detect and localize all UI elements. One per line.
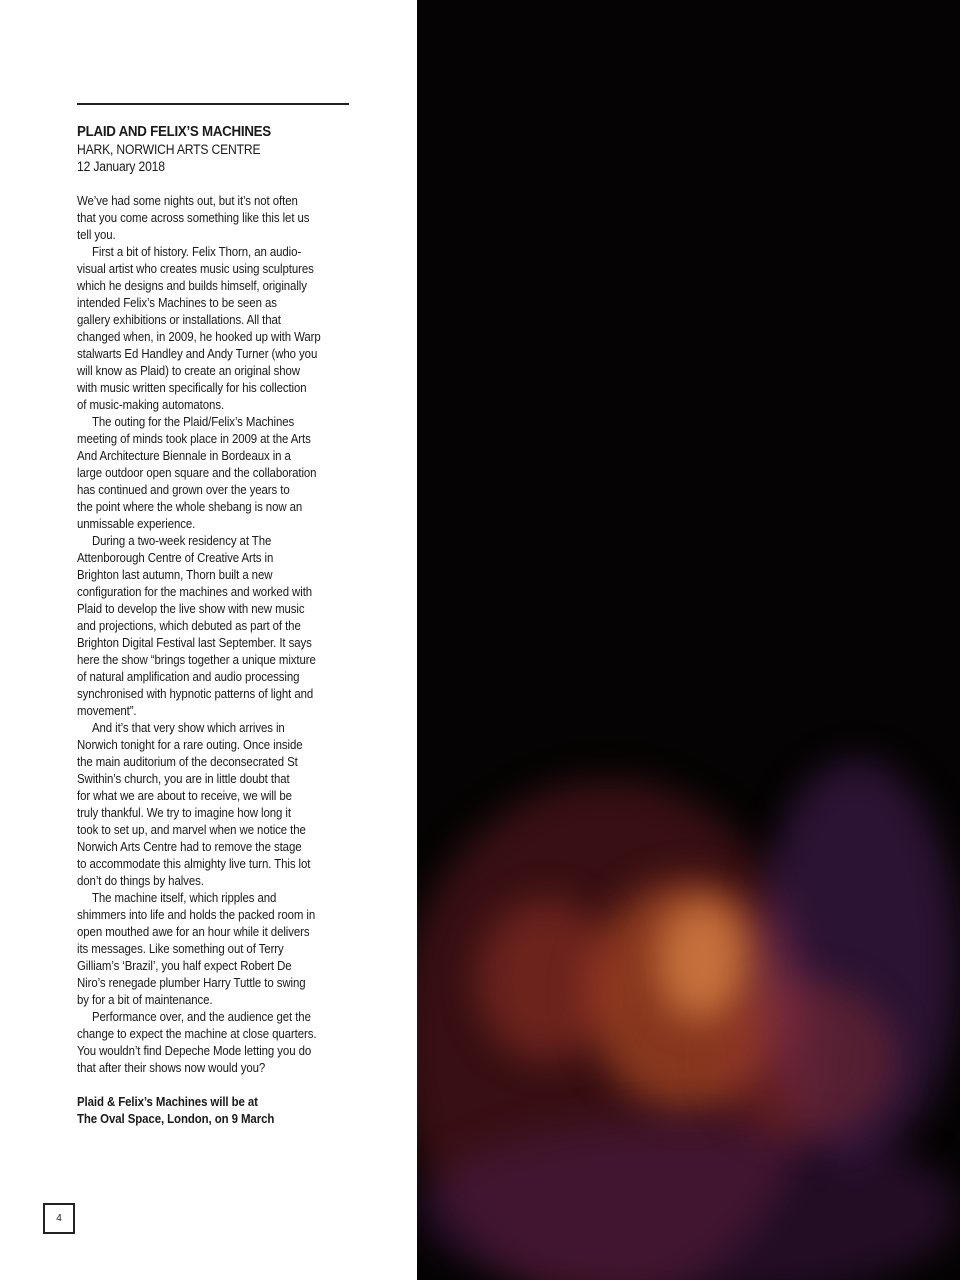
concert-audience-photo	[417, 0, 960, 1280]
body-text-line: We’ve had some nights out, but it’s not often	[77, 193, 298, 208]
body-text-line: to accommodate this almighty live turn. This lot	[77, 856, 311, 871]
body-text-line: Brighton last autumn, Thorn built a new	[77, 567, 273, 582]
body-text-line: And Architecture Biennale in Bordeaux in a	[77, 448, 291, 463]
body-text-line: stalwarts Ed Handley and Andy Turner (who you	[77, 346, 318, 361]
body-text-line: with music written specifically for his collection	[77, 380, 307, 395]
body-text-line: tell you.	[77, 227, 116, 242]
body-text-line: which he designs and builds himself, originally	[77, 278, 307, 293]
body-text-line: visual artist who creates music using sculptures	[77, 261, 314, 276]
body-text-line: large outdoor open square and the collaboration	[77, 465, 317, 480]
article-title: PLAID AND FELIX’S MACHINES	[77, 124, 271, 140]
article-venue: HARK, NORWICH ARTS CENTRE	[77, 142, 261, 157]
body-text-line: and projections, which debuted as part of the	[77, 618, 301, 633]
header-rule	[77, 103, 349, 105]
body-text-line: You wouldn’t find Depeche Mode letting you do	[77, 1043, 312, 1058]
body-text-line: Attenborough Centre of Creative Arts in	[77, 550, 274, 565]
body-text-line: Gilliam’s ‘Brazil’, you half expect Robert De	[77, 958, 292, 973]
article-date: 12 January 2018	[77, 159, 165, 174]
body-text-line: don’t do things by halves.	[77, 873, 204, 888]
body-text-line: truly thankful. We try to imagine how long it	[77, 805, 291, 820]
body-text-line: unmissable experience.	[77, 516, 196, 531]
body-text-line: open mouthed awe for an hour while it delivers	[77, 924, 310, 939]
body-text-line: intended Felix’s Machines to be seen as	[77, 295, 277, 310]
body-text-line: synchronised with hypnotic patterns of light and	[77, 686, 314, 701]
body-text-line: The machine itself, which ripples and	[91, 890, 277, 905]
body-text-line: change to expect the machine at close quarters.	[77, 1026, 317, 1041]
body-text-line: the point where the whole shebang is now an	[77, 499, 303, 514]
footer-text-line: The Oval Space, London, on 9 March	[77, 1111, 275, 1126]
body-text-line: the main auditorium of the deconsecrated St	[77, 754, 298, 769]
body-text-line: Brighton Digital Festival last September. It says	[77, 635, 312, 650]
body-text-line: that you come across something like this let us	[77, 210, 310, 225]
body-text-line: First a bit of history. Felix Thorn, an audio-	[91, 244, 302, 259]
article-body	[77, 192, 367, 1076]
body-text-line: Swithin’s church, you are in little doubt that	[77, 771, 290, 786]
body-text-line: movement”.	[77, 703, 137, 718]
body-text-line: has continued and grown over the years to	[77, 482, 290, 497]
body-text-line: of music-making automatons.	[77, 397, 225, 412]
body-text-line: its messages. Like something out of Terry	[77, 941, 284, 956]
body-text-line: will know as Plaid) to create an original show	[77, 363, 300, 378]
body-text-line: shimmers into life and holds the packed room in	[77, 907, 316, 922]
body-text-line: of natural amplification and audio processing	[77, 669, 300, 684]
body-text-line: Norwich Arts Centre had to remove the stage	[77, 839, 302, 854]
article-footer	[77, 1093, 367, 1127]
body-text-line: changed when, in 2009, he hooked up with Warp	[77, 329, 321, 344]
body-text-line: for what we are about to receive, we will be	[77, 788, 292, 803]
body-text-line: here the show “brings together a unique mixture	[77, 652, 316, 667]
article-column	[77, 124, 367, 1127]
body-text-line: that after their shows now would you?	[77, 1060, 266, 1075]
body-text-line: by for a bit of maintenance.	[77, 992, 213, 1007]
page-number: 4	[43, 1203, 75, 1234]
body-text-line: Niro’s renegade plumber Harry Tuttle to swing	[77, 975, 306, 990]
footer-text-line: Plaid & Felix’s Machines will be at	[77, 1094, 258, 1109]
body-text-line: Norwich tonight for a rare outing. Once inside	[77, 737, 303, 752]
body-text-line: gallery exhibitions or installations. All that	[77, 312, 281, 327]
body-text-line: Performance over, and the audience get the	[91, 1009, 311, 1024]
body-text-line: During a two-week residency at The	[91, 533, 272, 548]
body-text-line: And it’s that very show which arrives in	[91, 720, 285, 735]
body-text-line: The outing for the Plaid/Felix’s Machines	[91, 414, 295, 429]
body-text-line: configuration for the machines and worked with	[77, 584, 313, 599]
body-text-line: took to set up, and marvel when we notice the	[77, 822, 306, 837]
body-text-line: meeting of minds took place in 2009 at the Arts	[77, 431, 311, 446]
body-text-line: Plaid to develop the live show with new music	[77, 601, 305, 616]
